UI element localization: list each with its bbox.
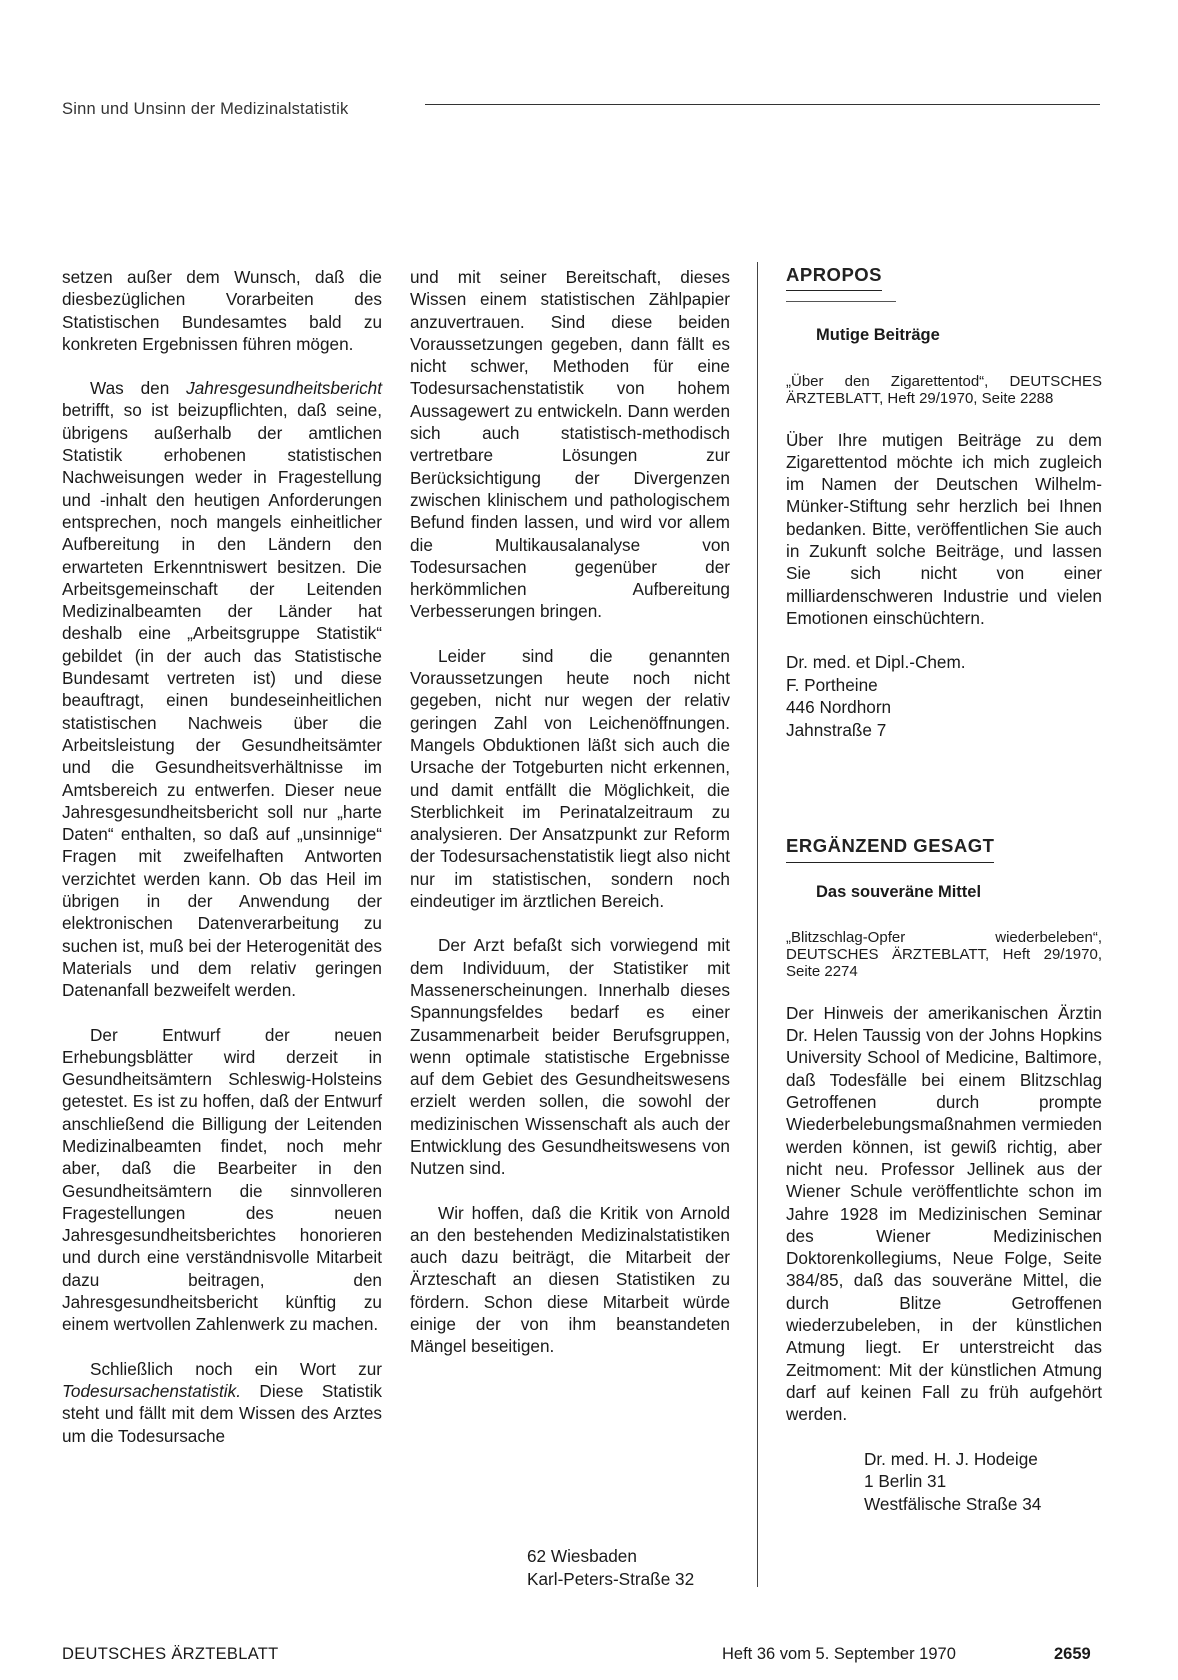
signature-line: 446 Nordhorn <box>786 697 892 718</box>
signature-line: 1 Berlin 31 <box>864 1471 947 1491</box>
signature-line: Jahnstraße 7 <box>786 719 887 740</box>
column-middle <box>410 266 730 1380</box>
letter-body: Der Hinweis der amerikanischen Ärztin Dr. Helen Taussig von der Johns Hopkins University School of Medicine, Baltimore, daß Todesfälle bei einem Blitzschlag Getroffenen durch prompte Wiederbelebungsmaßnahmen vermieden werden können, ist gewiß richtig, aber nicht neu. Professor Jellinek aus der Wiener Schule veröffentlichte schon im Jahre 1928 im Medizinischen Seminar des Wiener Medizinischen Doktorenkollegiums, Neue Folge, Seite 384/85, daß das souveräne Mittel, die durch Blitze Getroffenen wiederzubeleben, in der künstlichen Atmung liegt. Er unterstreicht das Zeitmoment: Mit der künstlichen Atmung darf auf keinen Fall zu früh aufgehört werden. <box>786 1002 1102 1425</box>
rubric-heading: APROPOS <box>786 264 882 291</box>
paragraph: Leider sind die genannten Voraussetzungen heute noch nicht gegeben, nicht nur wegen der relativ geringen Zahl von Leichenöffnungen. Mangels Obduktionen läßt sich auch die Ursache der Totgeburten nicht erkennen, und damit entfällt die Möglichkeit, die Sterblichkeit im Perinatalzeitraum zu analysieren. Der Ansatzpunkt zur Reform der Todesursachenstatistik liegt also nicht nur im statistischen, sondern noch eindeutiger im ärztlichen Bereich. <box>410 645 730 912</box>
paragraph: Wir hoffen, daß die Kritik von Arnold an den bestehenden Medizinalstatistiken auch dazu beiträgt, die Mitarbeit der Ärzteschaft an diesen Statistiken zu fördern. Schon diese Mitarbeit würde einige der von ihm beanstandeten Mängel beseitigen. <box>410 1202 730 1357</box>
text-run: Schließlich noch ein Wort zur <box>90 1358 382 1379</box>
signature <box>864 1448 1102 1516</box>
signature-line: Westfälische Straße 34 <box>864 1493 1042 1514</box>
paragraph: setzen außer dem Wunsch, daß die diesbezüglichen Vorarbeiten des Statistischen Bundesamtes bald zu konkreten Ergebnissen führen mögen. <box>62 267 382 354</box>
signature-line: Dr. med. et Dipl.-Chem. <box>786 652 966 673</box>
text-run: Was den <box>90 378 187 399</box>
address-line: Karl-Peters-Straße 32 <box>527 1568 695 1589</box>
signature <box>786 651 1102 741</box>
footer-issue: Heft 36 vom 5. September 1970 <box>722 1645 956 1663</box>
paragraph <box>62 1358 382 1447</box>
emphasis: Todesursachenstatistik. <box>62 1380 241 1401</box>
reference: „Blitzschlag-Opfer wiederbeleben“, DEUTSCHES ÄRZTEBLATT, Heft 29/1970, Seite 2274 <box>786 928 1102 980</box>
emphasis: Jahresgesundheitsbericht <box>186 378 382 399</box>
signature-line: F. Portheine <box>786 674 878 695</box>
paragraph: Der Entwurf der neuen Erhebungsblätter wird derzeit in Gesundheitsämtern Schleswig-Holsteins getestet. Es ist zu hoffen, daß der Entwurf anschließend die Billigung der Leitenden Medizinalbeamten findet, noch mehr aber, daß die Bearbeiter in den Gesundheitsämtern die sinnvolleren Fragestellungen des neuen Jahresgesundheitsberichtes honorieren und durch eine verständnisvolle Mitarbeit dazu beitragen, den Jahresgesundheitsbericht künftig zu einem wertvollen Zahlenwerk zu machen. <box>62 1024 382 1335</box>
text-run: Diese Statistik steht und fällt mit dem Wissen des Arztes um die Todesursache <box>62 1380 382 1446</box>
column-divider <box>757 262 758 1587</box>
signature-line: Dr. med. H. J. Hodeige <box>864 1448 1038 1469</box>
paragraph: und mit seiner Bereitschaft, dieses Wissen einem statistischen Zählpapier anzuvertrauen. Sind diese beiden Voraussetzungen gegeben, dann fällt es nicht schwer, Methoden für eine Todesursachenstatistik von hohem Aussagewert zu entwickeln. Dann werden sich auch statistisch-methodisch vertretbare Lösungen zur Berücksichtigung der Divergenzen zwischen klinischem und pathologischem Befund finden lassen, und wird vor allem die Multikausalanalyse von Todesursachen gegenüber der herkömmlichen Aufbereitung Verbesserungen bringen. <box>410 267 730 622</box>
section-spacer <box>786 763 1102 835</box>
section-ergaenzend <box>786 835 1102 1515</box>
article-title: Das souveräne Mittel <box>816 882 982 901</box>
running-head: Sinn und Unsinn der Medizinalstatistik <box>62 100 349 118</box>
header-rule <box>425 104 1100 105</box>
reference: „Über den Zigarettentod“, DEUTSCHES ÄRZTEBLATT, Heft 29/1970, Seite 2288 <box>786 372 1102 407</box>
letter-body: Über Ihre mutigen Beiträge zu dem Zigarettentod möchte ich mich zugleich im Namen der Deutschen Wilhelm-Münker-Stiftung sehr herzlich bei Ihnen bedanken. Bitte, veröffentlichen Sie auch in Zukunft solche Beiträge, und lassen Sie sich nicht von einer milliardenschweren Industrie und vielen Emotionen einschüchtern. <box>786 429 1102 628</box>
section-apropos <box>786 264 1102 741</box>
page-number: 2659 <box>1054 1645 1091 1663</box>
column-left <box>62 266 382 1469</box>
article-title: Mutige Beiträge <box>816 326 940 345</box>
paragraph: Der Arzt befaßt sich vorwiegend mit dem Individuum, der Statistiker mit Massenerscheinungen. Innerhalb dieses Spannungsfeldes bedarf es einer Zusammenarbeit beider Berufsgruppen, wenn optimale statistische Ergebnisse auf dem Gebiet des Gesundheitswesens erzielt werden sollen, die sowohl der medizinischen Wissenschaft als auch der Entwicklung des Gesundheitswesens von Nutzen sind. <box>410 935 730 1179</box>
column-right <box>786 264 1102 1537</box>
address-line: 62 Wiesbaden <box>527 1546 637 1566</box>
rubric-rule <box>786 301 896 302</box>
rubric-heading: ERGÄNZEND GESAGT <box>786 835 994 862</box>
footer-journal: DEUTSCHES ÄRZTEBLATT <box>62 1645 279 1663</box>
author-address <box>527 1545 694 1590</box>
paragraph <box>62 377 382 1001</box>
text-run: betrifft, so ist beizupflichten, daß seine, übrigens außerhalb der amtlichen Statistik erhobenen statistischen Nachweisungen weder in Fragestellung und -inhalt den heutigen Anforderungen entsprechen, noch mangels einheitlicher Aufbereitung in den Ländern den erwarteten Erkenntniswert besitzen. Die Arbeitsgemeinschaft der Leitenden Medizinalbeamten der Länder hat deshalb eine „Arbeitsgruppe Statistik“ gebildet (in der auch das Statistische Bundesamt vertreten ist) und diese beauftragt, einen bundeseinheitlichen statistischen Nachweis über die Arbeitsleistung der Gesundheitsämter und die Gesundheitsverhältnisse im Amtsbereich zu entwerfen. Dieser neue Jahresgesundheitsbericht soll nur „harte Daten“ enthalten, so daß auf „unsinnige“ Fragen mit zweifelhaften Antworten verzichtet werden kann. Ob das Heil im übrigen in der Anwendung der elektronischen Datenverarbeitung zu suchen ist, muß bei der Heterogenität des Materials und dem relativ geringen Datenanfall bezweifelt werden. <box>62 400 382 1001</box>
